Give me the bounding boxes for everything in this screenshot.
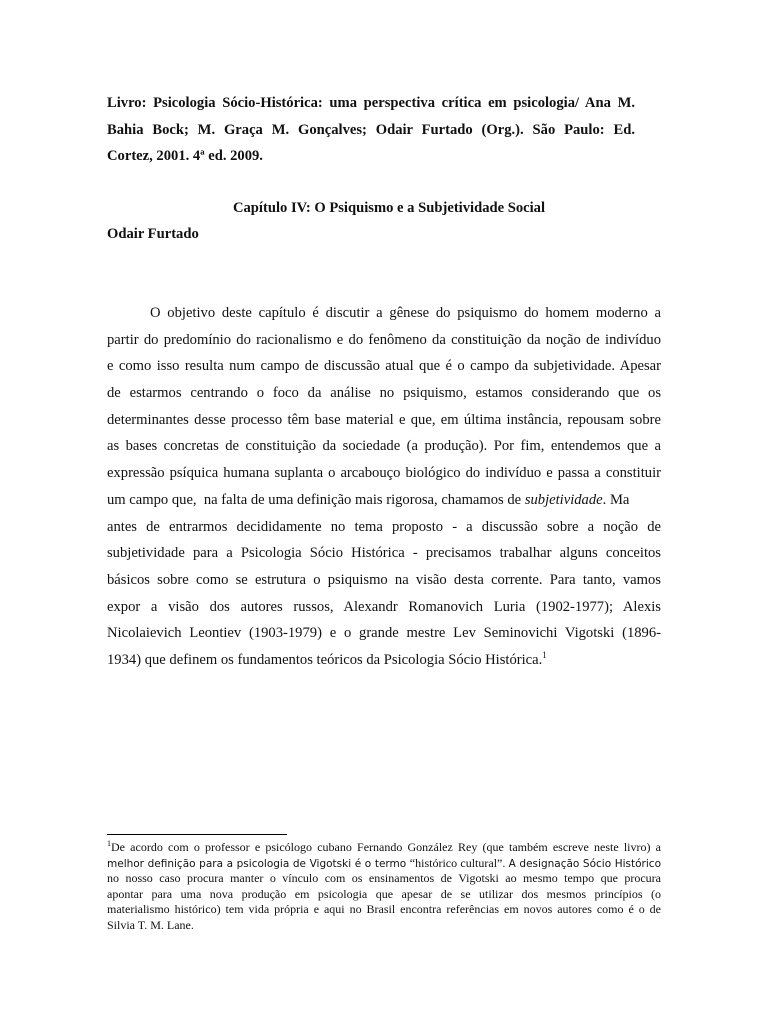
footnote-line-2-serif: “histórico cultural”.	[409, 855, 509, 870]
body-line: antes de entrarmos decididamente no tema proposto - a discussão sobre a noção de	[107, 518, 661, 535]
body-line: e como isso resulta num campo de discussão atual que é o campo da subjetividade. Apesar	[107, 358, 661, 375]
footnote-line-1-text: De acordo com o professor e psicólogo cubano Fernando González Rey (que também escreve neste livro) a	[111, 840, 661, 854]
reference-line-1: Livro: Psicologia Sócio-Histórica: uma perspectiva crítica em psicologia/ Ana M.	[107, 95, 635, 111]
footnote-line	[107, 856, 661, 872]
body-line: expor a visão dos autores russos, Alexandr Romanovich Luria (1902-1977); Alexis	[107, 598, 661, 615]
body-line-8-text: um campo que, na falta de uma definição mais rigorosa, chamamos de	[107, 491, 525, 508]
chapter-author: Odair Furtado	[107, 226, 199, 242]
footnote-line: apontar para uma nova produção em psicologia que apesar de se utilizar dos mesmos princípios (o	[107, 886, 661, 901]
italic-term: subjetividade	[524, 491, 603, 508]
footnote-line: no nosso caso procura manter o vínculo com os ensinamentos de Vigotski ao mesmo tempo que procura	[107, 871, 661, 885]
body-line-8-tail: . Ma	[602, 491, 630, 508]
body-line: básicos sobre como se estrutura o psiquismo na visão desta corrente. Para tanto, vamos	[107, 571, 661, 588]
footnote-line	[107, 840, 661, 856]
footnote-separator	[107, 834, 287, 835]
body-line: de estarmos centrando o foco da análise no psiquismo, estamos considerando que os	[107, 385, 661, 402]
body-line: partir do predomínio do racionalismo e do fenômeno da constituição da noção de indivíduo	[107, 331, 661, 348]
chapter-title: Capítulo IV: O Psiquismo e a Subjetividade Social	[232, 200, 546, 216]
footnote-reference-marker[interactable]: 1	[542, 650, 547, 661]
reference-line-3: Cortez, 2001. 4ª ed. 2009.	[107, 148, 263, 164]
body-paragraph	[107, 300, 661, 674]
footnote-line-2-sans-tail: A designação Sócio Histórico	[508, 857, 661, 870]
body-line	[107, 487, 661, 514]
footnote-number: 1	[107, 839, 111, 848]
reference-line-2: Bahia Bock; M. Graça M. Gonçalves; Odair Furtado (Org.). São Paulo: Ed.	[107, 121, 635, 138]
footnote	[107, 840, 661, 933]
body-line: expressão psíquica humana suplanta o arcabouço biológico do indivíduo e passa a constituir	[107, 465, 661, 482]
footnote-line: materialismo histórico) tem vida própria e aqui no Brasil encontra referências em novos autores como é o de	[107, 902, 661, 916]
footnote-line: Silvia T. M. Lane.	[107, 917, 194, 932]
bibliographic-reference	[107, 90, 635, 170]
body-line: determinantes desse processo têm base material e que, em última instância, repousam sobre	[107, 411, 661, 428]
body-line: subjetividade para a Psicologia Sócio Histórica - precisamos trabalhar alguns conceitos	[107, 545, 661, 562]
footnote-line-2-sans: melhor definição para a psicologia de Vigotski é o termo	[107, 857, 410, 870]
body-line: O objetivo deste capítulo é discutir a gênese do psiquismo do homem moderno a	[150, 305, 661, 321]
body-line	[107, 647, 661, 674]
body-line: Nicolaievich Leontiev (1903-1979) e o grande mestre Lev Seminovichi Vigotski (1896-	[107, 625, 661, 642]
body-last-line-text: 1934) que definem os fundamentos teóricos da Psicologia Sócio Histórica.	[107, 651, 543, 668]
body-line: as bases concretas de constituição da sociedade (a produção). Por fim, entendemos que a	[107, 438, 661, 455]
